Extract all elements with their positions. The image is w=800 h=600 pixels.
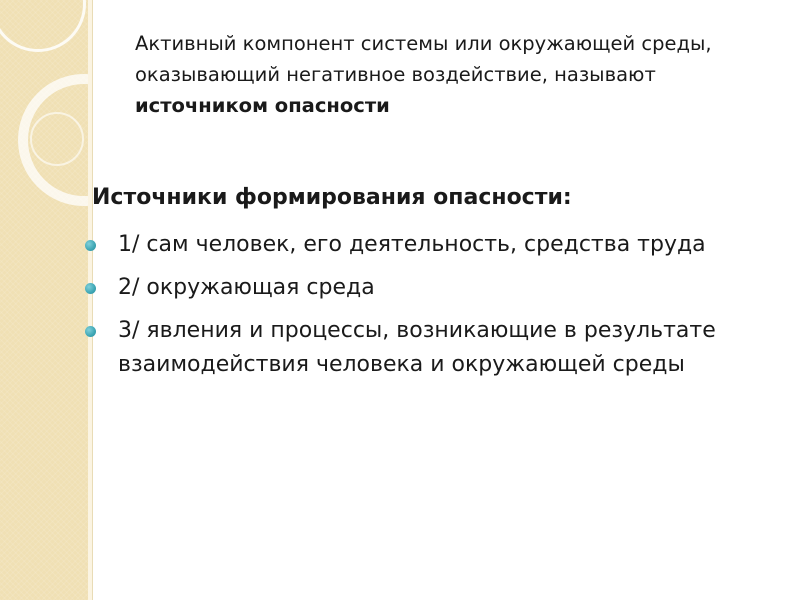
decorative-ring (30, 112, 84, 166)
sources-list (80, 228, 720, 391)
list-item (80, 228, 720, 262)
definition-paragraph (135, 28, 755, 121)
list-item (80, 314, 720, 382)
bullet-icon (85, 240, 96, 251)
decorative-sidebar (0, 0, 88, 600)
list-item-text: 1/ сам человек, его деятельность, средства труда (118, 232, 706, 257)
list-item-text: 3/ явления и процессы, возникающие в результате взаимодействия человека и окружающей среды (118, 318, 716, 377)
bullet-icon (85, 283, 96, 294)
bullet-icon (85, 326, 96, 337)
list-item (80, 271, 720, 305)
definition-text: Активный компонент системы или окружающей среды, оказывающий негативное воздействие, называют (135, 32, 712, 86)
decorative-ring (0, 0, 86, 52)
list-item-text: 2/ окружающая среда (118, 275, 375, 300)
section-heading: Источники формирования опасности: (92, 185, 572, 210)
definition-term: источником опасности (135, 94, 390, 117)
